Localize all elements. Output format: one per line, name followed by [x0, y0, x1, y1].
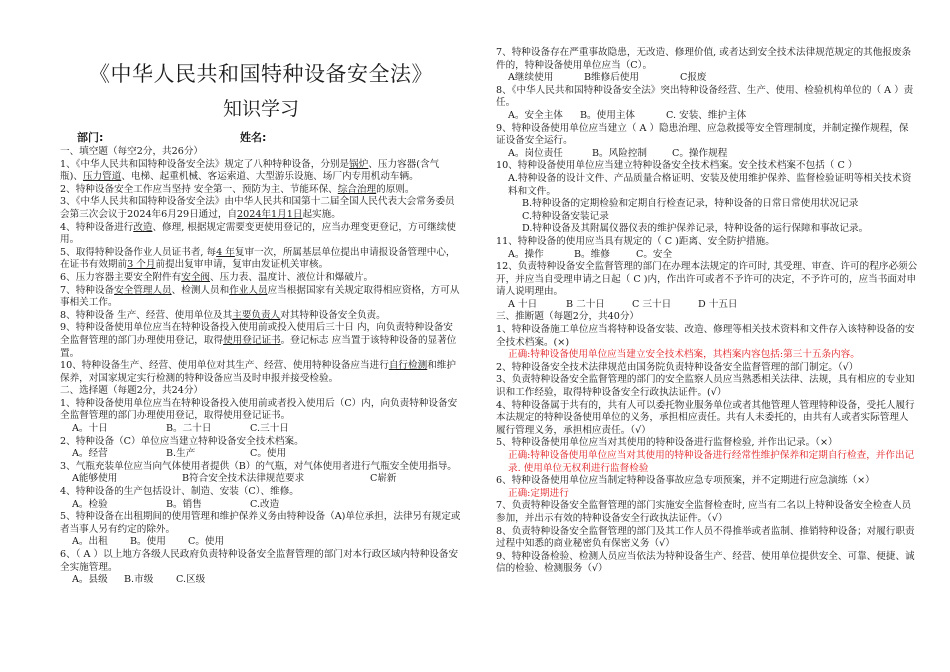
fill-question-3: 3、《中华人民共和国特种设备安全法》由中华人民共和国第十二届全国人民代表大会常务委员会第三次会议于2024年6月29日通过，自2024年1月1日起实施。 — [60, 196, 455, 220]
choice-options-12: A 十日 B 二十日 C 三十日 D 十五日 — [508, 298, 738, 310]
choice-option-10d: D.特种设备及其附属仪器仪表的维护保养记录，特种设备的运行保障和事故记录。 — [522, 223, 869, 235]
choice-question-6: 6、（ A ）以上地方各级人民政府负责特种设备安全监督管理的部门对本行政区域内特种设备安全实施管理。 — [60, 549, 459, 573]
choice-options-4: A。检验 B。销售 C.改造 — [72, 498, 280, 510]
dept-name-row — [60, 130, 462, 146]
judgement-question-6: 6、特种设备使用单位应当制定特种设备事故应急专项预案，并不定期进行应急演练（×） — [496, 475, 875, 487]
fill-question-1: 1、《中华人民共和国特种设备安全法》规定了八种特种设备，分别是锅炉、压力容器(含气瓶)、压力管道、电梯、起重机械、客运索道、大型游乐设施、场厂内专用机动车辆。 — [60, 158, 440, 183]
choice-option-10c: C.特种设备安装记录 — [522, 210, 609, 222]
judgement-question-1: 1、特种设备施工单位应当将特种设备安装、改造、修理等相关技术资料和文件存入该特种设备的安全技术档案。(×) — [496, 324, 915, 348]
choice-question-12: 12、负责特种设备安全监督管理的部门在办理本法规定的许可时, 其受理、审查、许可的程序必须公开，并应当自受理申请之日起（ C )内，作出许可或者不予许可的决定，不予许可的，应当书面对申请人说明理由。 — [496, 261, 918, 298]
judgement-question-4: 4、特种设备属于共有的，共有人可以委托物业服务单位或者其他管理人管理特种设备，受托人履行本法规定的特种设备使用单位的义务，承担相应责任。共有人未委托的，由共有人或者实际管理人履行管理义务，承担相应责任。（√） — [496, 399, 915, 436]
judgement-question-8: 8、负责特种设备安全监督管理的部门及其工作人员不得推举或者监制、推销特种设备；对履行职责过程中知悉的商业秘密负有保密义务（√） — [496, 525, 915, 550]
choice-options-8: A。安全主体 B。使用主体 C. 安装、维护主体 — [508, 109, 747, 121]
fill-question-6: 6、压力容器主要安全附件有安全阀、压力表、温度计、液位计和爆破片。 — [60, 271, 374, 283]
choice-options-9: A。岗位责任 B。风险控制 C。操作规程 — [508, 147, 728, 159]
section-heading-judgement: 三、推断题（每题2分，共40分） — [496, 311, 640, 323]
judgement-question-5: 5、特种设备使用单位应当对其使用的特种设备进行监督检验, 并作出记录。（×） — [496, 437, 838, 449]
choice-options-1: A。十日 B。二十日 C.三十日 — [72, 423, 289, 435]
fill-question-5: 5、取得特种设备作业人员证书者, 每4 年复审一次，所属基层单位提出申请报设备管理中心，在证书有效期前3 个月前提出复审申请，复审由发证机关审核。 — [60, 246, 456, 271]
choice-options-11: A。操作 B。维修 C。安全 — [508, 248, 673, 260]
choice-question-10: 10、特种设备使用单位应当建立特种设备安全技术档案。安全技术档案不包括（ C ） — [496, 160, 858, 172]
choice-options-7: A继续使用 B维修后使用 C报废 — [508, 72, 707, 84]
section-heading-fill: 一、填空题（每空2分，共26分） — [60, 146, 204, 157]
fill-question-7: 7、特种设备安全管理人员、检测人员和作业人员应当根据国家有关规定取得相应资格，方可从事相关工作。 — [60, 284, 460, 309]
correction-note-1: 正确:特种设备使用单位应当建立安全技术档案，其档案内容包括:第三十五条内容。 — [508, 349, 860, 361]
correction-note-6: 正确:定期进行 — [508, 487, 569, 499]
choice-option-10b: B.特种设备的定期检验和定期自行检查记录，特种设备的日常日常使用状况记录 — [522, 198, 859, 210]
left-column — [60, 0, 462, 587]
right-column — [496, 47, 918, 576]
fill-question-8: 8、特种设备 生产、经营、使用单位及其主要负责人对其特种设备安全负责。 — [60, 309, 386, 321]
choice-question-11: 11、特种设备的使用应当具有规定的（ C )距离、安全防护措施。 — [496, 235, 775, 247]
fill-question-4: 4、特种设备进行改造、修理, 根据规定需要变更使用登记的，应当办理变更登记，方可继续使用。 — [60, 221, 456, 246]
choice-options-5: A。出租 B。使用 C。使用 — [72, 536, 225, 548]
choice-question-8: 8、《中华人民共和国特种设备安全法》突出特种设备经营、生产、使用、检验机构单位的（ A ）责任。 — [496, 84, 914, 109]
correction-note-5: 正确:特种设备使用单位应当对其使用的特种设备进行经常性维护保养和定期自行检查，并作出记录. 使用单位无权利进行监督检验 — [508, 450, 915, 474]
choice-question-7: 7、特种设备存在严重事故隐患，无改造、修理价值, 或者达到安全技术法律规范规定的其他报废条件的，特种设备使用单位应当（C）。 — [496, 47, 912, 71]
name-label: 姓名: — [240, 131, 267, 144]
choice-options-3: A能够使用 B符合安全技术法律规范要求 C崭新 — [72, 473, 397, 485]
choice-option-10a: A.特种设备的设计文件、产品质量合格证明、安装及使用维护保养、监督检验证明等相关技术资料和文件。 — [508, 172, 912, 197]
judgement-question-7: 7、负责特种设备安全监督管理的部门实施安全监督检查时, 应当有二名以上特种设备安全检查人员参加，并出示有效的特种设备安全行政执法证件。（√） — [496, 500, 912, 524]
choice-options-6: A。县级 B.市级 C.区级 — [72, 574, 206, 586]
section-heading-choice: 二、选择题（每题2分，共24分） — [60, 385, 204, 397]
judgement-question-2: 2、特种设备安全技术法律规范由国务院负责特种设备安全监督管理的部门制定。（√） — [496, 361, 859, 373]
department-label: 部门: — [77, 131, 104, 144]
judgement-question-3: 3、负责特种设备安全监督管理的部门的安全监察人员应当熟悉相关法律、法规，具有相应的专业知识和工作经验，取得特种设备安全行政执法证件。(√） — [496, 374, 915, 399]
choice-question-9: 9、特种设备使用单位应当建立（ A ）隐患治理、应急救援等安全管理制度，并制定操作规程，保证设备安全运行。 — [496, 122, 909, 147]
choice-question-3: 3、气瓶充装单位应当向气体使用者提供（B）的气瓶，对气体使用者进行气瓶安全使用指导。 — [60, 460, 457, 472]
document-title: 《中华人民共和国特种设备安全法》 — [89, 62, 433, 86]
fill-question-9: 9、特种设备使用单位应当在特种设备投入使用前或投入使用后三十日 内，向负责特种设备安全监督管理的部门办理使用登记，取得使用登记证书。登记标志 应当置于该特种设备的显著位置。 — [60, 322, 457, 359]
choice-options-2: A。经营 B.生产 C。使用 — [72, 448, 287, 460]
choice-question-1: 1、特种设备使用单位应当在特种设备投入使用前或者投入使用后（C）内，向负责特种设备安全监督管理的部门办理使用登记，取得使用登记证书。 — [60, 397, 458, 422]
document-subtitle: 知识学习 — [222, 98, 299, 120]
fill-question-10: 10、特种设备生产、经营、使用单位对其生产、经营、使用特种设备应当进行自行检测和维护保养，对国家规定实行检测的特种设备应当及时申报并接受检验。 — [60, 360, 456, 384]
choice-question-2: 2、特种设备（C）单位应当建立特种设备安全技术档案。 — [60, 435, 304, 447]
fill-question-2: 2、特种设备安全工作应当坚持 安全第一、预防为主、节能环保、综合治理的原则。 — [60, 183, 415, 195]
judgement-question-9: 9、特种设备检验、检测人员应当依法为特种设备生产、经营、使用单位提供安全、可靠、便捷、诚信的检验、检测服务（√） — [496, 550, 915, 575]
choice-question-5: 5、特种设备在出租期间的使用管理和维护保养义务由特种设备（A)单位承担，法律另有规定或者当事人另有约定的除外。 — [60, 511, 461, 535]
choice-question-4: 4、特种设备的生产包括设计、制造、安装（C）、维修。 — [60, 486, 299, 498]
